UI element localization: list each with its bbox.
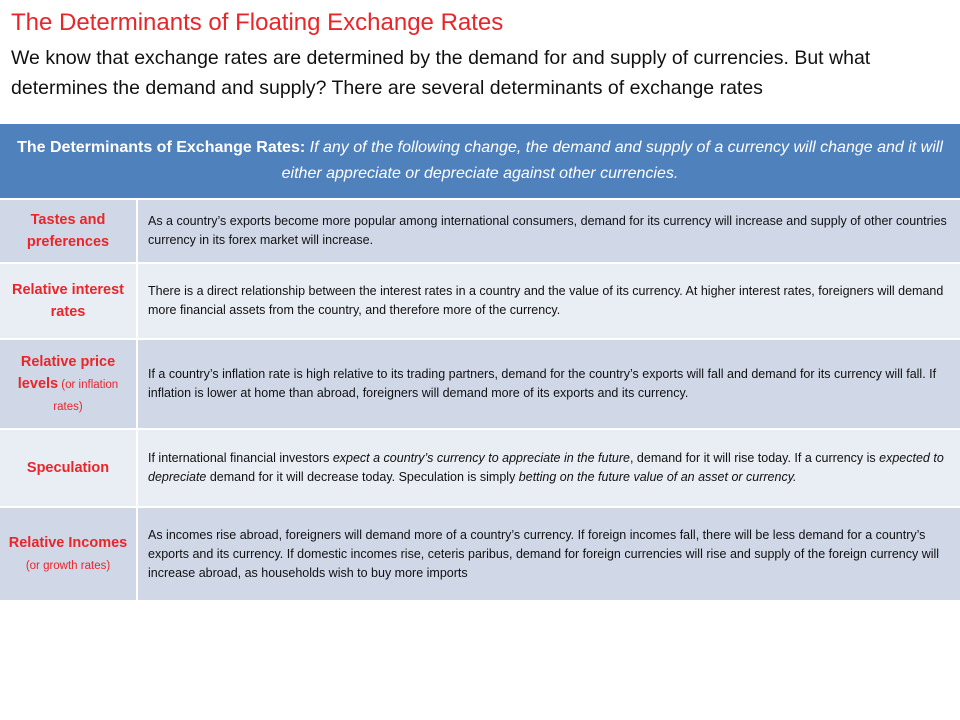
- row-label-main: Relative price levels: [17, 354, 116, 392]
- row-label-price-levels: [0, 339, 137, 429]
- table-row: [0, 429, 960, 507]
- table-header-cell: [0, 124, 960, 199]
- row-label-speculation: Speculation: [0, 429, 137, 507]
- table-row: [0, 339, 960, 429]
- speculation-text-6: betting on the future value of an asset or currency.: [518, 470, 797, 484]
- row-label-incomes: [0, 507, 137, 601]
- row-label-tastes: Tastes and preferences: [0, 199, 137, 263]
- intro-paragraph: We know that exchange rates are determined by the demand for and supply of currencies. But what determines the demand and supply? There are several determinants of exchange rates: [11, 47, 871, 99]
- row-label-main: Relative Incomes: [8, 535, 128, 551]
- speculation-text-4: expected to depreciate: [148, 451, 944, 484]
- table-header-bold: The Determinants of Exchange Rates:: [17, 139, 306, 156]
- table-header-row: [0, 124, 960, 199]
- table-row: [0, 263, 960, 339]
- row-label-sub: (or inflation rates): [53, 379, 119, 413]
- speculation-text-1: If international financial investors: [148, 451, 333, 465]
- table-row: [0, 507, 960, 601]
- table-header-italic: If any of the following change, the demand and supply of a currency will change and it will either appreciate or depreciate against other currencies.: [281, 139, 943, 182]
- speculation-text-3: , demand for it will rise today. If a currency is: [629, 451, 880, 465]
- row-text-price-levels: If a country’s inflation rate is high relative to its trading partners, demand for the country’s exports will fall and demand for its currency will fall. If inflation is lower at home than abroad, foreigners will demand more of its exports and its currency.: [137, 339, 960, 429]
- slide-title: The Determinants of Floating Exchange Rates: [11, 9, 504, 36]
- row-text-tastes: As a country’s exports become more popular among international consumers, demand for its currency will increase and supply of other countries currency in its forex market will increase.: [137, 199, 960, 263]
- table-row: [0, 199, 960, 263]
- row-label-sub: (or growth rates): [25, 560, 111, 572]
- determinants-table: [0, 124, 960, 602]
- speculation-text-2: expect a country’s currency to appreciate in the future: [332, 451, 630, 465]
- row-text-interest: There is a direct relationship between the interest rates in a country and the value of its currency. At higher interest rates, foreigners will demand more financial assets from the country, and therefore more of the currency.: [137, 263, 960, 339]
- row-text-incomes: As incomes rise abroad, foreigners will demand more of a country’s currency. If foreign incomes fall, there will be less demand for a country’s exports and its currency. If domestic incomes rise, ceteris paribus, demand for foreign currencies will rise and supply of the foreign currency will increase abroad, as households wish to buy more imports: [137, 507, 960, 601]
- row-label-interest: Relative interest rates: [0, 263, 137, 339]
- row-text-speculation: [137, 429, 960, 507]
- speculation-text-5: demand for it will decrease today. Speculation is simply: [206, 470, 519, 484]
